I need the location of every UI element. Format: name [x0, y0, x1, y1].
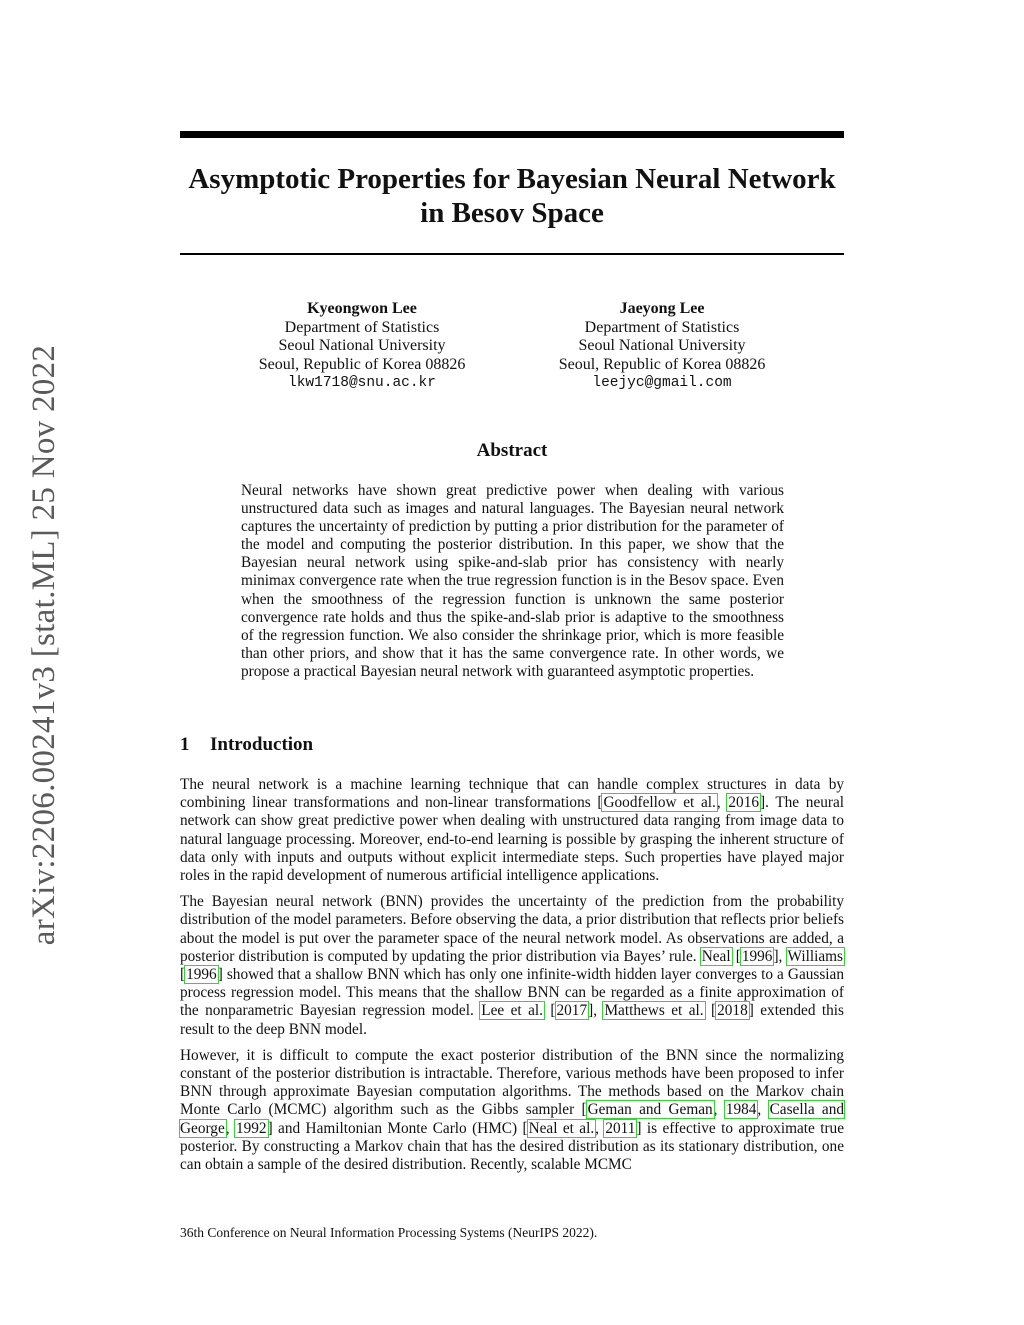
citation-link[interactable]: Williams [787, 947, 843, 965]
citation-link[interactable]: 2011 [605, 1119, 636, 1137]
paragraph-text: , [225, 1119, 235, 1137]
citation-link[interactable]: Lee et al. [481, 1002, 543, 1020]
paragraph-text: [ [731, 947, 741, 965]
author-email[interactable]: lkw1718@snu.ac.kr [288, 375, 436, 391]
section-body [180, 776, 844, 1182]
citation-link[interactable]: Neal [701, 947, 731, 965]
author-address: Seoul, Republic of Korea 08826 [558, 355, 766, 373]
section-number: 1 [180, 734, 190, 755]
paragraph-text: ] is effective to approximate true posterior. By constructing a Markov chain that has the desired distribution as its stationary distribution, one can obtain a sample of the desired distribution. Recently, scalable MCMC [180, 1119, 844, 1174]
paragraph [180, 1047, 844, 1174]
citation-link[interactable]: 1992 [235, 1119, 267, 1137]
paper-title [180, 162, 844, 230]
citation-link[interactable]: Geman and Geman [587, 1101, 713, 1119]
paragraph-text: [ [543, 1002, 556, 1020]
citation-link[interactable]: 2018 [717, 1002, 748, 1020]
citation-link[interactable]: Matthews et al. [604, 1002, 704, 1020]
paragraph-text: , [595, 1119, 605, 1137]
title-top-rule [180, 131, 844, 138]
author-name: Kyeongwon Lee [307, 300, 417, 317]
paragraph [180, 776, 844, 885]
citation-link[interactable]: 1996 [186, 966, 217, 984]
arxiv-identifier-stamp: arXiv:2206.00241v3 [stat.ML] 25 Nov 2022 [26, 344, 62, 946]
citation-link[interactable]: 2017 [556, 1002, 588, 1020]
paragraph-text: ] and Hamiltonian Monte Carlo (HMC) [ [267, 1119, 528, 1137]
paragraph-text: However, it is difficult to compute the exact posterior distribution of the BNN since the normalizing constant of the posterior distribution is intractable. Therefore, various methods have been proposed to infer BNN through approximate Bayesian computation algorithms. The methods based on the Markov chain Monte Carlo (MCMC) algorithm such as the Gibbs sampler [ [180, 1046, 844, 1119]
paragraph-text: , [713, 1101, 725, 1119]
author-block-1 [222, 300, 502, 393]
paragraph-text: The neural network is a machine learning technique that can handle complex structures in data by combining linear transformations and non-linear transformations [ [180, 776, 844, 812]
section-title: Introduction [210, 734, 314, 755]
paragraph-text: ], [588, 1002, 604, 1020]
citation-link[interactable]: 1996 [741, 947, 773, 965]
abstract-heading: Abstract [476, 440, 548, 461]
author-department: Department of Statistics [284, 318, 440, 336]
author-address: Seoul, Republic of Korea 08826 [258, 355, 466, 373]
author-university: Seoul National University [578, 337, 746, 354]
paragraph-text: ], [773, 947, 787, 965]
paragraph-text: ] extended this result to the deep BNN model. [180, 1002, 845, 1038]
paragraph-text: The Bayesian neural network (BNN) provides the uncertainty of the prediction from the probability distribution of the model parameters. Before observing the data, a prior distribution that reflects prior beliefs about the model is put over the parameter space of the neural network model. As observations are added, a posterior distribution is computed by updating the prior distribution via Bayes’ rule. [180, 893, 844, 965]
paragraph-text: , [757, 1101, 769, 1119]
section-heading [180, 734, 313, 756]
citation-link[interactable]: 1984 [725, 1101, 757, 1119]
paragraph-text: , [716, 794, 728, 812]
paragraph-text: [ [704, 1002, 717, 1020]
citation-link[interactable]: 2016 [728, 794, 759, 812]
author-block-2 [522, 300, 802, 393]
citation-link[interactable]: Goodfellow et al. [603, 794, 716, 812]
paper-title-line-1: Asymptotic Properties for Bayesian Neural Network [188, 163, 836, 195]
paragraph-text: [ [180, 966, 186, 984]
author-university: Seoul National University [278, 337, 446, 354]
conference-footnote: 36th Conference on Neural Information Processing Systems (NeurIPS 2022). [180, 1225, 598, 1240]
paragraph-text: ] showed that a shallow BNN which has only one infinite-width hidden layer converges to a Gaussian process regression model. This means that the shallow BNN can be regarded as a finite approximation of the nonparametric Bayesian regression model. [180, 966, 844, 1020]
author-department: Department of Statistics [584, 318, 740, 336]
citation-link[interactable]: Casella and George [180, 1101, 845, 1137]
paper-title-line-2: in Besov Space [420, 197, 604, 229]
title-bottom-rule [180, 253, 844, 255]
citation-link[interactable]: Neal et al. [528, 1119, 595, 1137]
paragraph [180, 893, 844, 1039]
author-name: Jaeyong Lee [619, 300, 705, 317]
paragraph-text: ]. The neural network can show great predictive power when dealing with unstructured data ranging from image data to natural language processing. Moreover, end-to-end learning is possible by grasping the inherent structure of data only with inputs and outputs without explicit intermediate steps. Such properties have played major roles in the rapid development of numerous artificial intelligence applications. [180, 794, 845, 885]
author-email[interactable]: leejyc@gmail.com [592, 375, 732, 391]
abstract-text: Neural networks have shown great predictive power when dealing with various unstructured data such as images and natural languages. The Bayesian neural network captures the uncertainty of prediction by putting a prior distribution for the parameter of the model and computing the posterior distribution. In this paper, we show that the Bayesian neural network using spike-and-slab prior has consistency with nearly minimax convergence rate when the true regression function is in the Besov space. Even when the smoothness of the regression function is unknown the same posterior convergence rate holds and thus the spike-and-slab prior is adaptive to the smoothness of the regression function. We also consider the shrinkage prior, which is more feasible than other priors, and show that it has the same convergence rate. In other words, we propose a practical Bayesian neural network with guaranteed asymptotic properties. [241, 482, 784, 680]
